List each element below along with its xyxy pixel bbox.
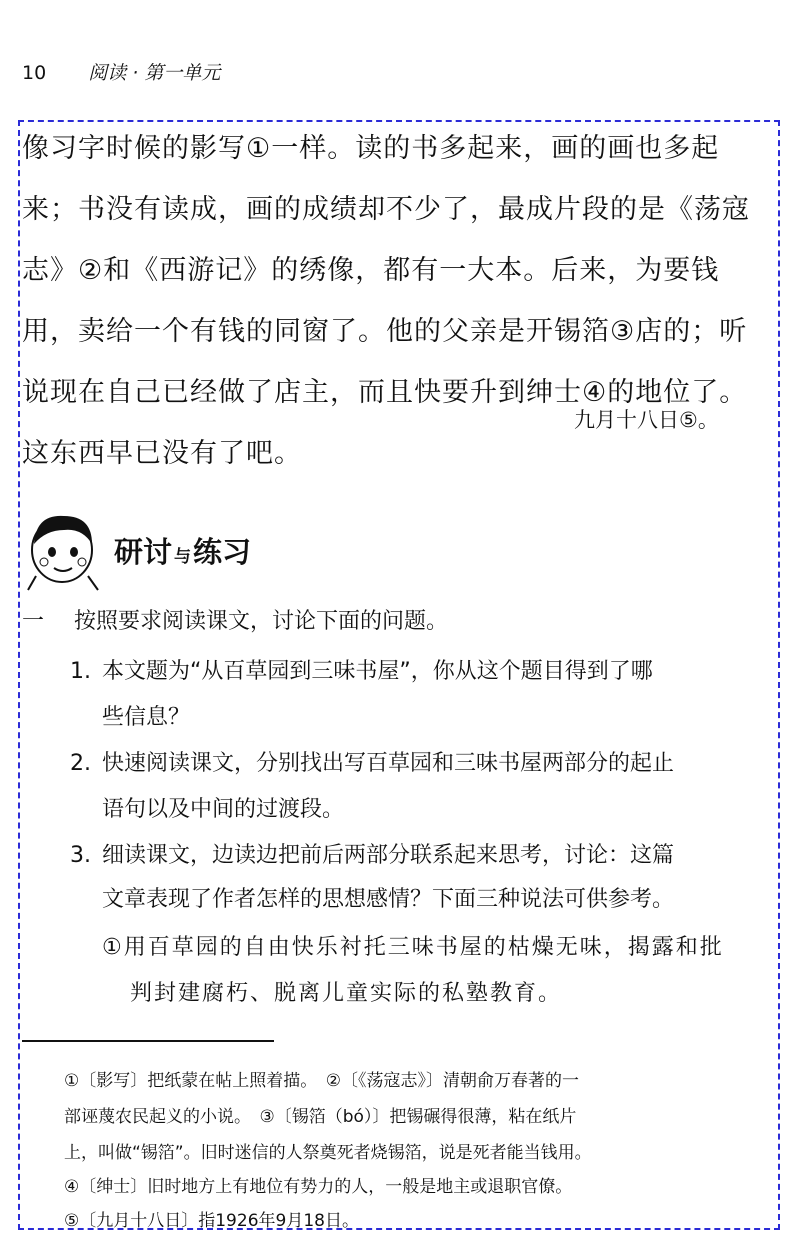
question-item xyxy=(70,654,653,685)
question-item-continuation: 文章表现了作者怎样的思想感情？下面三种说法可供参考。 xyxy=(102,887,675,912)
question-item xyxy=(70,838,674,869)
page-number: 10 xyxy=(22,62,47,84)
section-heading xyxy=(22,500,422,600)
question-item-number: 1. xyxy=(70,659,91,684)
question-item-text: 本文题为“从百草园到三味书屋”，你从这个题目得到了哪 xyxy=(102,659,653,684)
question-item xyxy=(70,746,674,777)
body-line: 说现在自己已经做了店主，而且快要升到绅士④的地位了。 xyxy=(22,377,748,408)
footnote-line: ⑤〔九月十八日〕指1926年9月18日。 xyxy=(64,1211,359,1231)
student-cartoon-icon xyxy=(22,504,104,594)
body-line: 像习字时候的影写①一样。读的书多起来，画的画也多起 xyxy=(22,133,720,164)
footnote-line: ④〔绅士〕旧时地方上有地位有势力的人，一般是地主或退职官僚。 xyxy=(64,1177,573,1197)
page-header xyxy=(22,58,220,88)
section-title-join: 与 xyxy=(174,547,192,567)
body-line: 来；书没有读成，画的成绩却不少了，最成片段的是《荡寇 xyxy=(22,194,750,225)
running-title: 阅读 · 第一单元 xyxy=(88,62,221,84)
footnote-line: 上，叫做“锡箔”。旧时迷信的人祭奠死者烧锡箔，说是死者能当钱用。 xyxy=(64,1143,592,1163)
question-number: 一 xyxy=(22,609,45,634)
section-title xyxy=(114,530,251,571)
body-line: 志》②和《西游记》的绣像，都有一大本。后来，为要钱 xyxy=(22,255,720,286)
question-item-number: 2. xyxy=(70,751,91,776)
footnote-line: 部诬蔑农民起义的小说。 ③〔锡箔（bó）〕把锡碾得很薄，粘在纸片 xyxy=(64,1107,577,1127)
question-group-1 xyxy=(22,604,448,635)
body-line: 用，卖给一个有钱的同窗了。他的父亲是开锡箔③店的；听 xyxy=(22,316,748,347)
section-title-main: 研讨 xyxy=(114,535,173,569)
sub-option-1-continuation: 判封建腐朽、脱离儿童实际的私塾教育。 xyxy=(130,981,563,1006)
body-line: 这东西早已没有了吧。 xyxy=(22,438,302,469)
footnote-rule xyxy=(22,1040,274,1042)
question-text: 按照要求阅读课文，讨论下面的问题。 xyxy=(74,609,449,634)
question-item-text: 快速阅读课文，分别找出写百草园和三味书屋两部分的起止 xyxy=(102,751,675,776)
question-item-continuation: 语句以及中间的过渡段。 xyxy=(102,797,345,822)
date-signature: 九月十八日⑤。 xyxy=(574,408,719,432)
footnote-line: ①〔影写〕把纸蒙在帖上照着描。 ②〔《荡寇志》〕清朝俞万春著的一 xyxy=(64,1071,579,1091)
sub-option-1: ①用百草园的自由快乐衬托三味书屋的枯燥无味，揭露和批 xyxy=(102,935,724,960)
section-title-second: 练习 xyxy=(193,535,252,569)
question-item-continuation: 些信息？ xyxy=(102,705,191,730)
question-item-number: 3. xyxy=(70,843,91,868)
question-item-text: 细读课文，边读边把前后两部分联系起来思考，讨论：这篇 xyxy=(102,843,675,868)
